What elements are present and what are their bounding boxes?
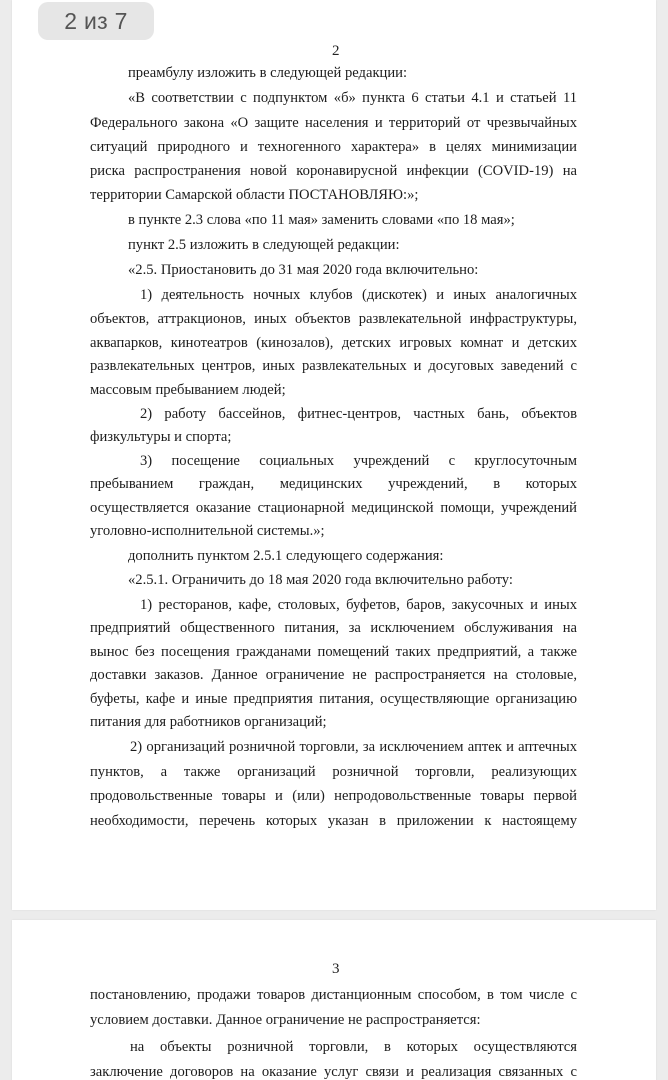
text-line: преамбулу изложить в следующей редакции: (128, 65, 408, 81)
text-line: на объекты розничной торговли, в которых осуществляются (130, 1039, 577, 1055)
text-line: территории Самарской области ПОСТАНОВЛЯЮ:»; (90, 187, 419, 203)
text-line: «2.5. Приостановить до 31 мая 2020 года включительно: (128, 262, 479, 278)
text-line: объектов, аттракционов, иных объектов развлекательной инфраструктуры, (90, 311, 577, 327)
text-line: 2) организаций розничной торговли, за исключением аптек и аптечных (130, 739, 577, 755)
text-line: условием доставки. Данное ограничение не распространяется: (90, 1012, 481, 1028)
page-counter-badge: 2 из 7 (38, 2, 154, 40)
document-page-2 (12, 0, 656, 910)
text-line: продовольственные товары и (или) непродовольственные товары первой (90, 788, 577, 804)
text-line: осуществляется оказание стационарной медицинской помощи, учреждений (90, 500, 577, 516)
text-line: дополнить пунктом 2.5.1 следующего содержания: (128, 548, 444, 564)
text-line: развлекательных центров, иных развлекательных и досуговых заведений с (90, 358, 577, 374)
text-line: 3) посещение социальных учреждений с круглосуточным (140, 453, 577, 469)
page-number: 2 (332, 43, 340, 59)
text-line: в пункте 2.3 слова «по 11 мая» заменить словами «по 18 мая»; (128, 212, 515, 228)
text-line: 1) деятельность ночных клубов (дискотек) и иных аналогичных (140, 287, 577, 303)
text-line: пункт 2.5 изложить в следующей редакции: (128, 237, 400, 253)
text-line: «В соответствии с подпунктом «б» пункта 6 статьи 4.1 и статьей 11 (128, 90, 577, 106)
text-line: риска распространения новой коронавирусной инфекции (COVID-19) на (90, 163, 577, 179)
text-line: уголовно-исполнительной системы.»; (90, 523, 325, 539)
text-line: пребыванием граждан, медицинских учреждений, в которых (90, 476, 577, 492)
text-line: питания для работников организаций; (90, 714, 327, 730)
text-line: пунктов, а также организаций розничной торговли, реализующих (90, 764, 577, 780)
text-line: Федерального закона «О защите населения и территорий от чрезвычайных (90, 115, 577, 131)
text-line: необходимости, перечень которых указан в приложении к настоящему (90, 813, 577, 829)
text-line: 1) ресторанов, кафе, столовых, буфетов, баров, закусочных и иных (140, 597, 577, 613)
text-line: постановлению, продажи товаров дистанционным способом, в том числе с (90, 987, 577, 1003)
text-line: физкультуры и спорта; (90, 429, 232, 445)
text-line: «2.5.1. Ограничить до 18 мая 2020 года включительно работу: (128, 572, 513, 588)
page-number: 3 (332, 961, 340, 977)
text-line: ситуаций природного и техногенного характера» в целях минимизации (90, 139, 577, 155)
text-line: аквапарков, кинотеатров (кинозалов), детских игровых комнат и детских (90, 335, 577, 351)
text-line: вынос без посещения гражданами помещений таких предприятий, а также (90, 644, 577, 660)
text-line: заключение договоров на оказание услуг связи и реализация связанных с (90, 1064, 577, 1080)
document-page-3 (12, 920, 656, 1080)
text-line: доставки заказов. Данное ограничение не распространяется на столовые, (90, 667, 577, 683)
text-line: предприятий общественного питания, за исключением обслуживания на (90, 620, 577, 636)
text-line: 2) работу бассейнов, фитнес-центров, частных бань, объектов (140, 406, 577, 422)
text-line: массовым пребыванием людей; (90, 382, 286, 398)
text-line: буфеты, кафе и иные предприятия питания, осуществляющие организацию (90, 691, 577, 707)
